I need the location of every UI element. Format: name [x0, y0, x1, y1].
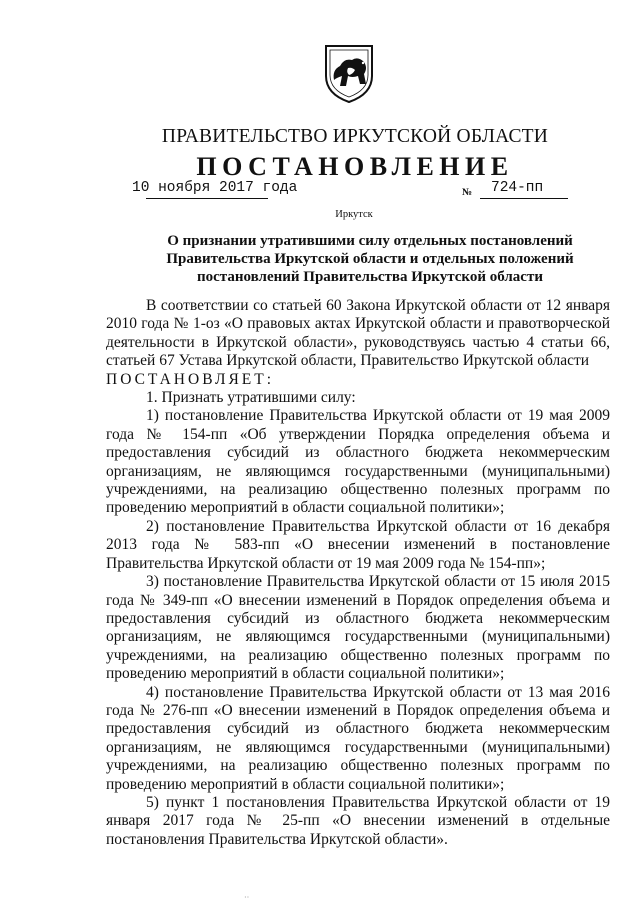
list-item: 5) пункт 1 постановления Правительства Иркутской области от 19 января 2017 года № 25-пп «О внесении изменений в отдельные постановления Правительства Иркутской области». [106, 793, 610, 848]
decree-word: ПОСТАНОВЛЯЕТ: [106, 370, 275, 388]
document-body [106, 297, 610, 849]
document-type: ПОСТАНОВЛЕНИЕ [196, 152, 514, 181]
city-label: Иркутск [335, 209, 373, 220]
list-item: 1) постановление Правительства Иркутской области от 19 мая 2009 года № 154-пп «Об утверждении Порядка определения объема и предоставления субсидий из областного бюджета некоммерческим организациям, не являющимся государственными (муниципальными) учреждениями, на реализацию общественно полезных программ по проведению мероприятий в области социальной политики»; [106, 407, 610, 517]
document-date: 10 ноября 2017 года [132, 180, 298, 196]
document-title [120, 232, 620, 286]
number-sign: № [462, 187, 473, 198]
list-item: 2) постановление Правительства Иркутской области от 16 декабря 2013 года № 583-пп «О внесении изменений в постановление Правительства Иркутской области от 19 мая 2009 года № 154-пп»; [106, 517, 610, 572]
footer-mark: ·· [244, 893, 250, 902]
clause-1: 1. Признать утратившими силу: [146, 389, 356, 407]
coat-of-arms-icon [322, 40, 376, 104]
number-underline [480, 198, 568, 199]
list-item: 4) постановление Правительства Иркутской области от 13 мая 2016 года № 276-пп «О внесении изменений в Порядок определения объема и предоставления субсидий из областного бюджета некоммерческим организациям, не являющимся государственными (муниципальными) учреждениями, на реализацию общественно полезных программ по проведению мероприятий в области социальной политики»; [106, 683, 610, 793]
title-line: Правительства Иркутской области и отдельных положений [166, 251, 574, 267]
list-item: 3) постановление Правительства Иркутской области от 15 июля 2015 года № 349-пп «О внесении изменений в Порядок определения объема и предоставления субсидий из областного бюджета некоммерческим организациям, не являющимся государственными (муниципальными) учреждениями, на реализацию общественно полезных программ по проведению мероприятий в области социальной политики»; [106, 573, 610, 683]
preamble-paragraph: В соответствии со статьей 60 Закона Иркутской области от 12 января 2010 года № 1-оз «О правовых актах Иркутской области и правотворческой деятельности в Иркутской области», руководствуясь частью 4 статьи 66, статьей 67 Устава Иркутской области, Правительство Иркутской области [106, 297, 610, 370]
government-name: ПРАВИТЕЛЬСТВО ИРКУТСКОЙ ОБЛАСТИ [161, 126, 549, 147]
document-number: 724-пп [491, 180, 544, 196]
date-underline [146, 198, 268, 199]
title-line: О признании утратившими силу отдельных постановлений [167, 233, 573, 249]
title-line: постановлений Правительства Иркутской области [197, 269, 543, 285]
